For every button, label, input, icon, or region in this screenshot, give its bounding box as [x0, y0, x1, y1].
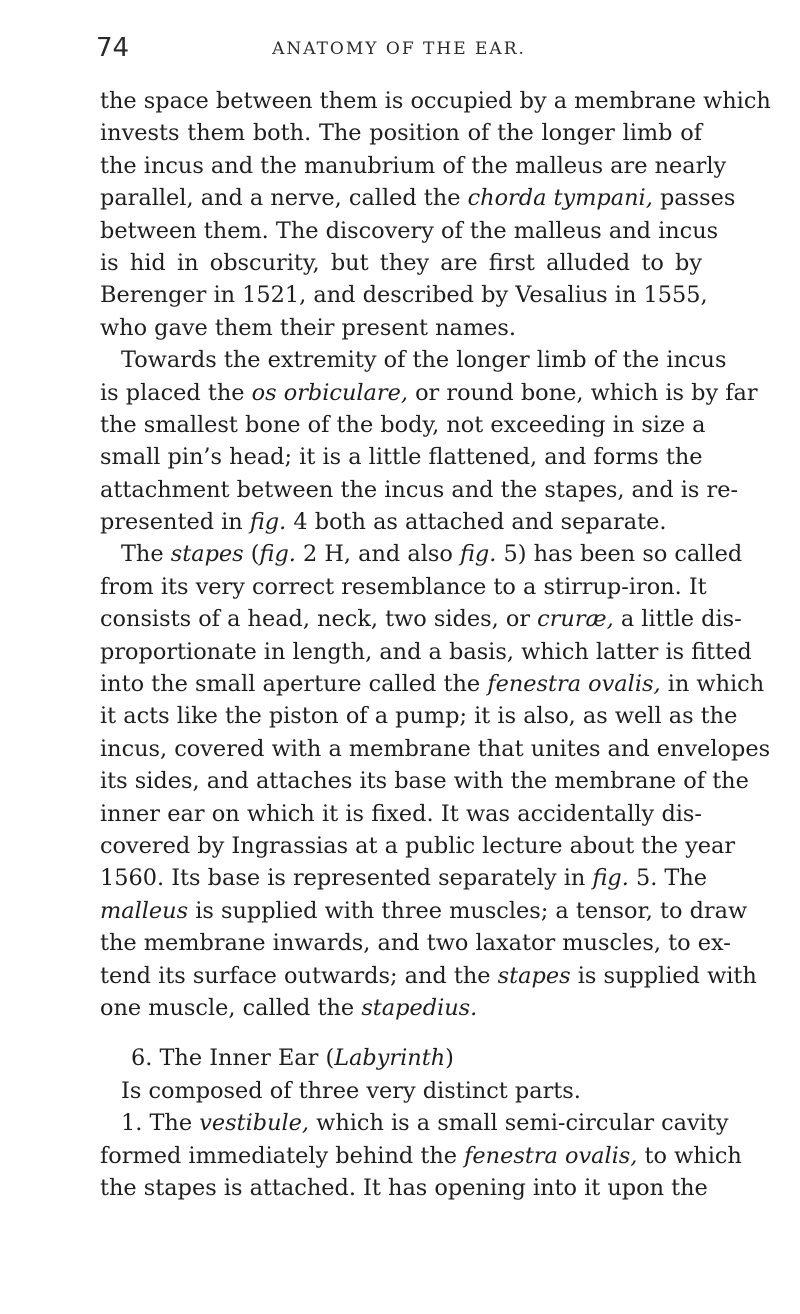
text-run: Is composed of three very distinct parts.	[121, 1077, 581, 1104]
text-run: proportionate in length, and a basis, which latter is fitted	[100, 638, 752, 665]
text-line	[100, 538, 743, 570]
text-line	[100, 279, 708, 311]
running-title: ANATOMY OF THE EAR.	[272, 39, 526, 59]
text-run: inner ear on which it is fixed. It was accidentally dis-	[100, 800, 702, 827]
text-line	[100, 960, 757, 992]
text-run: attachment between the incus and the stapes, and is re-	[100, 476, 739, 503]
text-run: the membrane inwards, and two laxator muscles, to ex-	[100, 930, 731, 957]
text-run: its sides, and attaches its base with the membrane of the	[100, 768, 749, 795]
text-run: parallel, and a nerve, called the	[100, 185, 468, 212]
italic-term: chorda tympani,	[467, 185, 653, 212]
text-line	[100, 150, 727, 182]
text-run: small pin’s head; it is a little flattened, and forms the	[100, 444, 703, 471]
text-run: tend its surface outwards; and the	[100, 962, 498, 989]
text-run: is placed the	[100, 379, 252, 406]
text-line	[100, 862, 708, 894]
text-line	[100, 182, 736, 214]
body-text	[100, 85, 771, 1204]
text-run: The	[121, 541, 171, 568]
italic-term: fenestra ovalis,	[487, 671, 661, 698]
italic-term: cruræ,	[537, 606, 614, 633]
text-line	[100, 409, 706, 441]
text-run: Berenger in 1521, and described by Vesalius in 1555,	[100, 282, 708, 309]
section-heading	[100, 1042, 702, 1074]
italic-term: vestibule,	[199, 1110, 310, 1137]
text-run: 4 both as attached and separate.	[286, 509, 667, 536]
text-run: or round bone, which is by far	[407, 379, 758, 406]
text-line	[100, 571, 707, 603]
italic-term: fig.	[592, 865, 629, 892]
text-line	[100, 636, 752, 668]
text-run: 1. The	[121, 1110, 200, 1137]
text-run: is hid in obscurity, but they are first alluded to by	[100, 249, 702, 276]
text-run: Towards the extremity of the longer limb of the incus	[121, 347, 727, 374]
text-line	[100, 247, 702, 279]
text-line	[100, 377, 758, 409]
text-line	[100, 1075, 702, 1107]
text-run: between them. The discovery of the malleus and incus	[100, 217, 719, 244]
text-run: in which	[660, 671, 765, 698]
text-line	[100, 830, 736, 862]
italic-term: fig.	[249, 509, 287, 536]
section-gap	[100, 1024, 702, 1042]
italic-term: fenestra ovalis,	[464, 1142, 638, 1169]
page-number: 74	[96, 33, 130, 63]
text-run: the stapes is attached. It has opening into it upon the	[100, 1174, 708, 1201]
text-line	[100, 117, 702, 149]
text-line	[100, 474, 739, 506]
text-run: the incus and the manubrium of the malleus are nearly	[100, 152, 727, 179]
text-line	[100, 895, 748, 927]
text-run: 5. The	[628, 865, 708, 892]
text-run: the space between them is occupied by a membrane which	[100, 88, 771, 114]
text-line	[100, 992, 702, 1024]
text-run: is supplied with three muscles; a tensor, to draw	[188, 897, 748, 924]
italic-term: stapes	[170, 541, 244, 568]
text-line	[100, 312, 702, 344]
text-line	[100, 733, 771, 765]
text-line	[100, 668, 765, 700]
text-run: a little dis-	[613, 606, 742, 633]
text-line	[100, 441, 702, 473]
text-run: passes	[652, 185, 736, 212]
text-run: 6. The Inner Ear (	[131, 1045, 335, 1072]
italic-term: malleus	[100, 897, 189, 924]
text-line	[100, 215, 719, 247]
italic-term: os orbiculare,	[251, 379, 408, 406]
italic-term: stapes	[497, 962, 571, 989]
text-run: presented in	[100, 509, 250, 536]
text-line	[100, 344, 727, 376]
text-run: covered by Ingrassias at a public lecture about the year	[100, 832, 736, 859]
text-line	[100, 700, 738, 732]
text-run: invests them both. The position of the longer limb of	[100, 120, 702, 147]
italic-term: Labyrinth	[334, 1045, 446, 1072]
text-run: 1560. Its base is represented separately in	[100, 865, 593, 892]
text-line	[100, 798, 702, 830]
text-run: one muscle, called the	[100, 994, 362, 1021]
page-header	[96, 33, 702, 67]
text-line	[100, 927, 731, 959]
text-line	[100, 1172, 708, 1204]
italic-term: fig.	[459, 541, 497, 568]
italic-term: stapedius.	[361, 994, 478, 1021]
text-run: to which	[637, 1142, 742, 1169]
text-line	[100, 1107, 729, 1139]
text-run: who gave them their present names.	[100, 314, 516, 341]
text-run: it acts like the piston of a pump; it is also, as well as the	[100, 703, 738, 730]
text-run: which is a small semi-circular cavity	[309, 1110, 729, 1137]
text-run: incus, covered with a membrane that unites and envelopes	[100, 735, 771, 762]
text-line	[100, 85, 771, 117]
text-run: 5) has been so called	[496, 541, 743, 568]
text-run: (	[243, 541, 260, 568]
text-line	[100, 603, 742, 635]
text-run: consists of a head, neck, two sides, or	[100, 606, 538, 633]
text-line	[100, 1140, 742, 1172]
text-run: )	[445, 1045, 454, 1072]
text-run: is supplied with	[570, 962, 757, 989]
text-run: 2 H, and also	[295, 541, 460, 568]
text-run: into the small aperture called the	[100, 671, 488, 698]
text-line	[100, 765, 749, 797]
text-run: from its very correct resemblance to a stirrup-iron. It	[100, 573, 707, 600]
text-run: formed immediately behind the	[100, 1142, 465, 1169]
text-run: the smallest bone of the body, not exceeding in size a	[100, 411, 706, 438]
italic-term: fig.	[259, 541, 296, 568]
text-line	[100, 506, 702, 538]
